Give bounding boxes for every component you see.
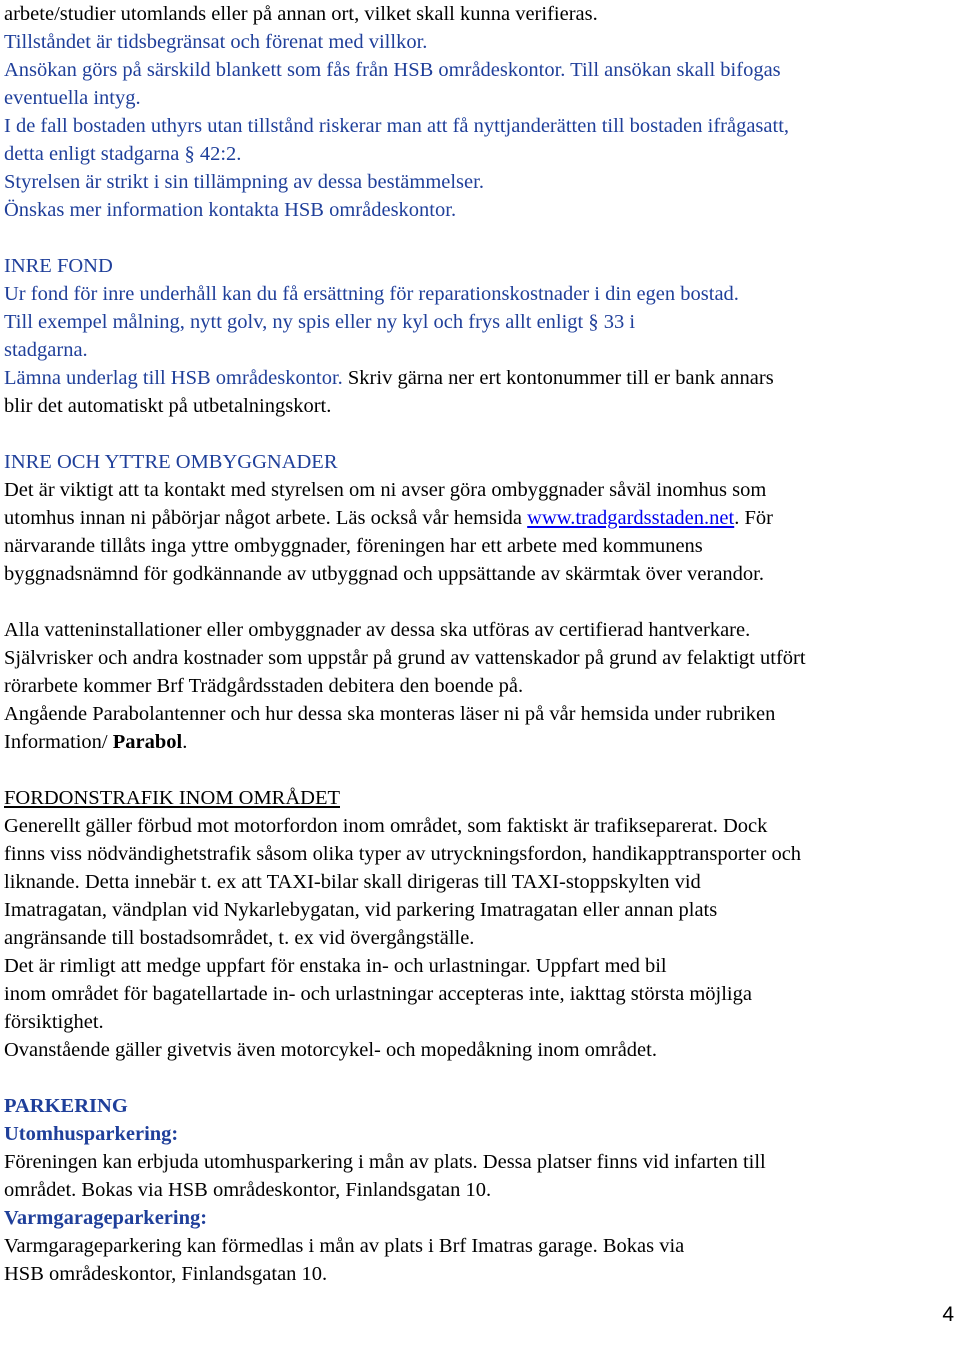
section-heading-fordonstrafik: FORDONSTRAFIK INOM OMRÅDET	[4, 787, 340, 809]
paragraph-line: angränsande till bostadsområdet, t. ex vid övergångställe.	[4, 927, 475, 949]
paragraph-line: Generellt gäller förbud mot motorfordon inom området, som faktiskt är trafikseparerat. Dock	[4, 815, 768, 837]
intro-line: eventuella intyg.	[4, 87, 141, 109]
paragraph-line	[4, 504, 958, 532]
section-heading-inre-fond: INRE FOND	[4, 255, 113, 277]
subheading-varmgarageparkering: Varmgarageparkering:	[4, 1207, 208, 1229]
paragraph-line: Angående Parabolantenner och hur dessa ska monteras läser ni på vår hemsida under rubriken	[4, 703, 776, 725]
paragraph-line: närvarande tillåts inga yttre ombyggnader, föreningen har ett arbete med kommunens	[4, 535, 703, 557]
paragraph-line	[4, 728, 958, 756]
text-span: utomhus innan ni påbörjar något arbete. Läs också vår hemsida	[4, 507, 528, 529]
paragraph-line: inom området för bagatellartade in- och urlastningar accepteras inte, iakttag största möjliga	[4, 983, 752, 1005]
text-span: Skriv gärna ner ert kontonummer till er bank annars	[342, 367, 774, 389]
paragraph-line: Imatragatan, vändplan vid Nykarlebygatan, vid parkering Imatragatan eller annan plats	[4, 899, 718, 921]
paragraph-line: rörarbete kommer Brf Trädgårdsstaden debitera den boende på.	[4, 675, 524, 697]
text-span: . För	[734, 507, 773, 529]
text-span: Parabol	[112, 731, 183, 753]
intro-line: arbete/studier utomlands eller på annan ort, vilket skall kunna verifieras.	[4, 3, 598, 25]
section-heading-ombyggnader: INRE OCH YTTRE OMBYGGNADER	[4, 451, 338, 473]
page-number: 4	[942, 1303, 954, 1326]
intro-line: Styrelsen är strikt i sin tillämpning av dessa bestämmelser.	[4, 171, 484, 193]
section-heading-parkering: PARKERING	[4, 1095, 128, 1117]
paragraph-line: stadgarna.	[4, 339, 88, 361]
text-span: Information/	[4, 731, 113, 753]
paragraph-line: försiktighet.	[4, 1011, 104, 1033]
paragraph-line: Till exempel målning, nytt golv, ny spis eller ny kyl och frys allt enligt § 33 i	[4, 311, 636, 333]
paragraph-line: området. Bokas via HSB områdeskontor, Finlandsgatan 10.	[4, 1179, 492, 1201]
paragraph-line: Det är rimligt att medge uppfart för enstaka in- och urlastningar. Uppfart med bil	[4, 955, 667, 977]
text-span: Lämna underlag till HSB områdeskontor.	[4, 367, 343, 389]
paragraph-line: Det är viktigt att ta kontakt med styrelsen om ni avser göra ombyggnader såväl inomhus som	[4, 479, 767, 501]
intro-line: Ansökan görs på särskild blankett som fås från HSB områdeskontor. Till ansökan skall bifogas	[4, 59, 781, 81]
intro-line: Önskas mer information kontakta HSB områdeskontor.	[4, 199, 457, 221]
subheading-utomhusparkering: Utomhusparkering:	[4, 1123, 179, 1145]
document-page	[4, 0, 958, 1288]
paragraph-line: Varmgarageparkering kan förmedlas i mån av plats i Brf Imatras garage. Bokas via	[4, 1235, 685, 1257]
intro-line: I de fall bostaden uthyrs utan tillstånd riskerar man att få nyttjanderätten till bostaden ifrågasatt,	[4, 115, 790, 137]
paragraph-line: Självrisker och andra kostnader som uppstår på grund av vattenskador på grund av felaktigt utfört	[4, 647, 806, 669]
paragraph-line: blir det automatiskt på utbetalningskort.	[4, 395, 332, 417]
paragraph-line: Ovanstående gäller givetvis även motorcykel- och mopedåkning inom området.	[4, 1039, 657, 1061]
paragraph-line: Föreningen kan erbjuda utomhusparkering i mån av plats. Dessa platser finns vid infarten till	[4, 1151, 766, 1173]
paragraph-line: Ur fond för inre underhåll kan du få ersättning för reparationskostnader i din egen bostad.	[4, 283, 739, 305]
paragraph-line: HSB områdeskontor, Finlandsgatan 10.	[4, 1263, 328, 1285]
paragraph-line: liknande. Detta innebär t. ex att TAXI-bilar skall dirigeras till TAXI-stoppskylten vid	[4, 871, 701, 893]
website-link[interactable]: www.tradgardsstaden.net	[527, 507, 735, 529]
paragraph-line: Alla vatteninstallationer eller ombyggnader av dessa ska utföras av certifierad hantverkare.	[4, 619, 751, 641]
paragraph-line: finns viss nödvändighetstrafik såsom olika typer av utryckningsfordon, handikapptransporter och	[4, 843, 802, 865]
text-span: .	[182, 731, 188, 753]
paragraph-line	[4, 364, 958, 392]
intro-line: Tillståndet är tidsbegränsat och förenat med villkor.	[4, 31, 428, 53]
intro-line: detta enligt stadgarna § 42:2.	[4, 143, 242, 165]
paragraph-line: byggnadsnämnd för godkännande av utbyggnad och uppsättande av skärmtak över verandor.	[4, 563, 764, 585]
